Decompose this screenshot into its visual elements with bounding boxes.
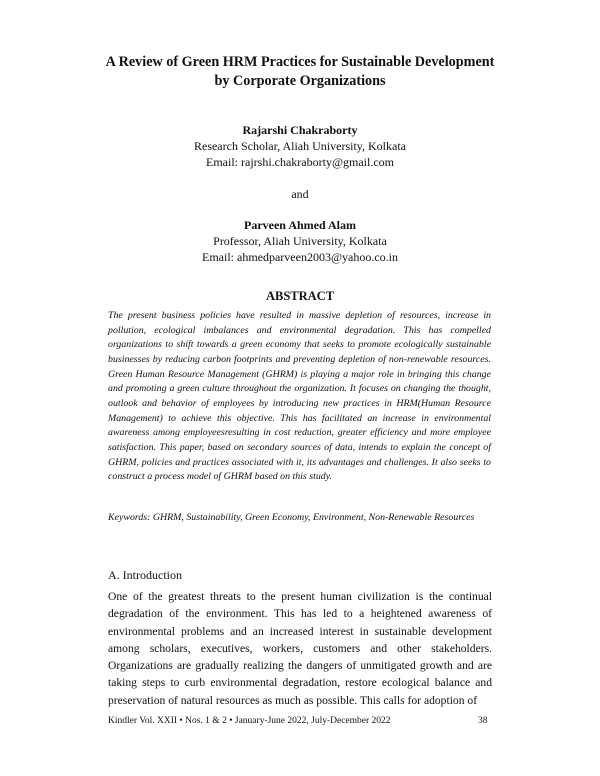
author2-email: Email: ahmedparveen2003@yahoo.co.in: [202, 250, 398, 264]
author1-email: Email: rajrshi.chakraborty@gmail.com: [206, 155, 394, 169]
author1-affiliation: Research Scholar, Aliah University, Kolkata: [193, 139, 406, 153]
abstract-heading: ABSTRACT: [265, 289, 335, 303]
and-separator: and: [291, 187, 309, 201]
author2-affiliation: Professor, Aliah University, Kolkata: [213, 234, 387, 248]
author1-name: Rajarshi Chakraborty: [242, 123, 358, 137]
introduction-text: One of the greatest threats to the present human civilization is the continual degradation of the environment. This has led to a heightened awareness of environmental problems and an increased interest in sustainable development among scholars, executives, workers, customers and other stakeholders. Organizations are gradually realizing the dangers of unmitigated growth and are taking steps to curb environmental degradation, restore ecological balance and preservation of natural resources as much as possible. This calls for adoption of: [108, 590, 492, 707]
keywords-label: Keywords:: [108, 512, 151, 523]
keywords-text: GHRM, Sustainability, Green Economy, Environment, Non-Renewable Resources: [152, 512, 475, 523]
author2-name: Parveen Ahmed Alam: [244, 218, 356, 232]
title-line-1: A Review of Green HRM Practices for Sustainable Development: [105, 54, 495, 70]
section-heading-introduction: A. Introduction: [108, 568, 182, 582]
paper-title: [60, 53, 540, 91]
keywords: [108, 511, 491, 526]
title-line-2: by Corporate Organizations: [214, 73, 386, 89]
footer-page-number: 38: [478, 716, 488, 726]
footer-journal-info: Kindler Vol. XXII • Nos. 1 & 2 • January-June 2022, July-December 2022: [108, 716, 391, 726]
abstract-text: The present business policies have resulted in massive depletion of resources, increase in pollution, ecological imbalances and environmental degradation. This has compelled organizations to shift towards a green economy that seeks to promote ecologically sustainable businesses by reducing carbon footprints and preventing depletion of non-renewable resources. Green Human Resource Management (GHRM) is playing a major role in bringing this change and promoting a green culture throughout the organization. It focuses on changing the thought, outlook and behavior of employees by introducing new practices in HRM(Human Resource Management) to achieve this objective. This has facilitated an increase in environmental awareness among employeesresulting in cost reduction, greater efficiency and more employee satisfaction. This paper, based on secondary sources of data, intends to explain the concept of GHRM, policies and practices associated with it, its advantages and challenges. It also seeks to construct a process model of GHRM based on this study.: [108, 310, 491, 483]
